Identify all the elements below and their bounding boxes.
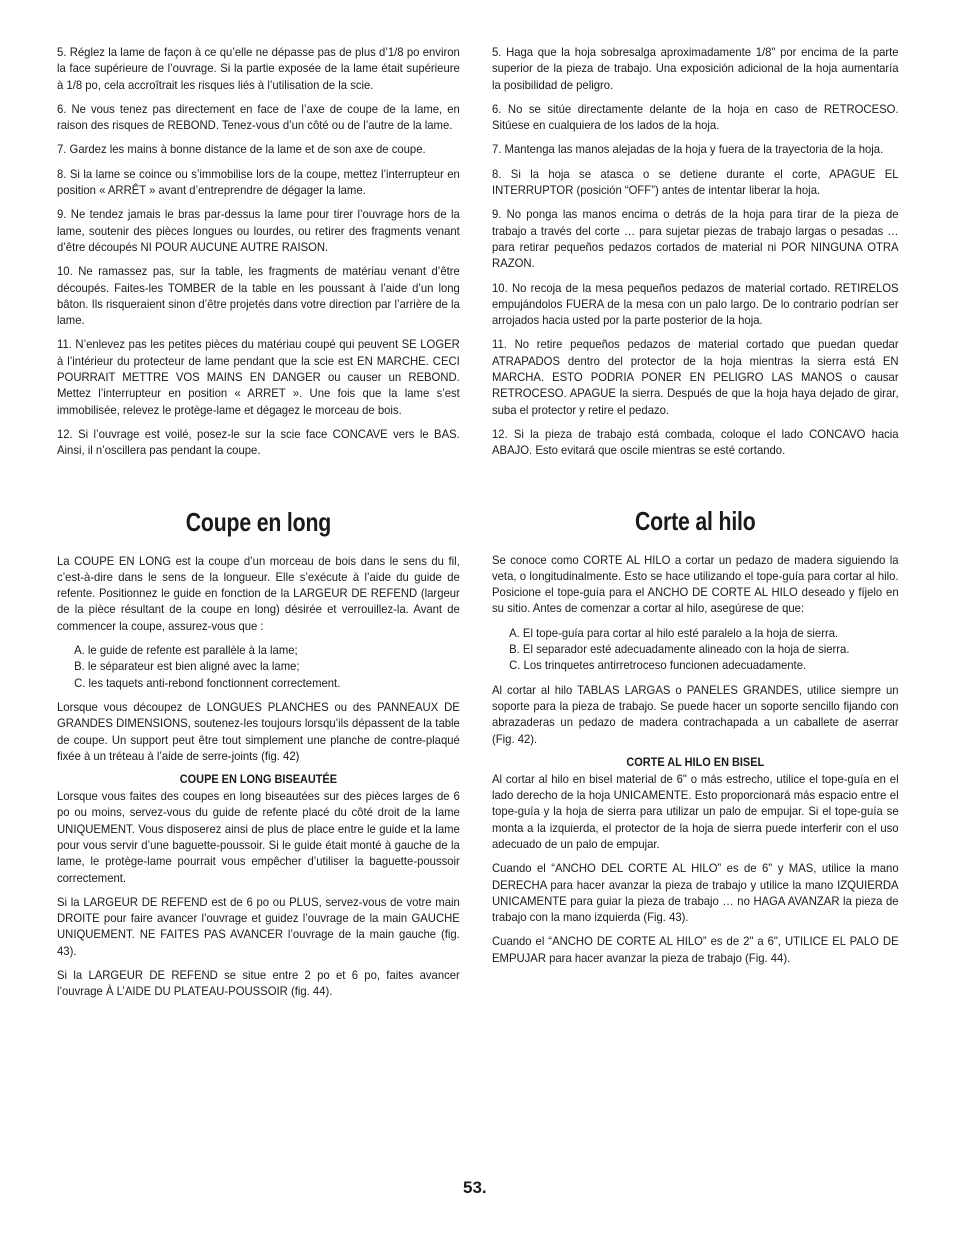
section-heading: Coupe en long xyxy=(185,506,332,537)
checklist-item: C. Los trinquetes antirretroceso funcionen adecuadamente. xyxy=(509,658,807,673)
checklist-item: C. les taquets anti-rebond fonctionnent correctement. xyxy=(74,675,341,690)
checklist xyxy=(492,625,899,674)
checklist xyxy=(57,642,460,691)
wide-rip-paragraph: Si la LARGEUR DE REFEND est de 6 po ou PLUS, servez-vous de votre main DROITE pour faire avancer l’ouvrage et guidez l’ouvrage de la main GAUCHE UNIQUEMENT. NE FAITES PAS AVANCER l’ouvrage de la main gauche (fig. 43). xyxy=(57,894,460,958)
bevel-subheading: CORTE AL HILO EN BISEL xyxy=(626,756,765,769)
narrow-rip-paragraph: Si la LARGEUR DE REFEND se situe entre 2 po et 6 po, faites avancer l’ouvrage À L’AIDE DU PLATEAU-POUSSOIR (fig. 44). xyxy=(57,968,460,999)
narrow-rip-paragraph: Cuando el “ANCHO DE CORTE AL HILO” es de 2" a 6", UTILICE EL PALO DE EMPUJAR para hacer avanzar la pieza de trabajo (Fig. 44). xyxy=(492,934,899,965)
spanish-column xyxy=(492,44,899,974)
checklist-item: A. le guide de refente est parallèle à la lame; xyxy=(74,643,298,658)
safety-item-9: 9. No ponga las manos encima o detrás de la hoja para tirar de la pieza de trabajo a través del corte … para sujetar piezas de trabajo largas o pesadas … para retirar pequeños pedazos cortados de material ni POR NINGUNA OTRA RAZON. xyxy=(492,207,899,271)
section-intro: La COUPE EN LONG est la coupe d’un morceau de bois dans le sens du fil, c’est-à-dire dans le sens de la longueur. Elle s’exécute à l’aide du guide de refente. Positionnez le guide en fonction de la LARGEUR DE REFEND (largeur de la pièce résultant de la coupe en long) désirée et verrouillez-la. Avant de commencer la coupe, assurez-vous que : xyxy=(57,553,460,633)
checklist-item: B. El separador esté adecuadamente alineado con la hoja de sierra. xyxy=(509,642,850,657)
bevel-subheading: COUPE EN LONG BISEAUTÉE xyxy=(179,774,338,787)
safety-item-9: 9. Ne tendez jamais le bras par-dessus la lame pour tirer l’ouvrage hors de la lame, soutenir des pièces longues ou lourdes, ou retirer des fragments venant d’être découpés NI POUR AUCUNE AUTRE RAISON. xyxy=(57,207,460,254)
safety-item-12: 12. Si la pieza de trabajo está combada, coloque el lado CONCAVO hacia ABAJO. Esto evitará que oscile mientras se esté cortando. xyxy=(492,426,899,458)
safety-item-11: 11. No retire pequeños pedazos de material cortado que puedan quedar ATRAPADOS dentro del protector de la hoja mientras la sierra está EN MARCHA. ESTO PODRIA PONER EN PELIGRO LAS MANOS o causar RETROCESO. APAGUE la sierra. Después de que la hoja haya dejado de girar, suba el protector y retire el pedazo. xyxy=(492,337,899,417)
safety-item-8: 8. Si la hoja se atasca o se detiene durante el corte, APAGUE EL INTERRUPTOR (posición “OFF”) antes de intentar liberar la hoja. xyxy=(492,166,899,198)
section-heading: Corte al hilo xyxy=(634,505,756,536)
checklist-item: B. le séparateur est bien aligné avec la lame; xyxy=(74,659,300,674)
safety-item-7: 7. Mantenga las manos alejadas de la hoja y fuera de la trayectoria de la hoja. xyxy=(492,142,884,157)
safety-item-6: 6. No se sitúe directamente delante de la hoja en caso de RETROCESO. Sitúese en cualquiera de los lados de la hoja. xyxy=(492,101,899,133)
page-number: 53. xyxy=(463,1178,487,1197)
safety-item-5: 5. Haga que la hoja sobresalga aproximadamente 1/8" por encima de la parte superior de la pieza de trabajo. Una exposición adicional de la hoja aumentaría la posibilidad de peligro. xyxy=(492,45,899,92)
safety-item-6: 6. Ne vous tenez pas directement en face de l’axe de coupe de la lame, en raison des risques de REBOND. Tenez-vous d’un côté ou de l’autre de la lame. xyxy=(57,101,460,133)
safety-item-10: 10. No recoja de la mesa pequeños pedazos de material cortado. RETIRELOS empujándolos FUERA de la mesa con un palo largo. De lo contrario podrían ser arrojados hacia usted por la parte posterior de la hoja. xyxy=(492,280,899,328)
checklist-item: A. El tope-guía para cortar al hilo esté paralelo a la hoja de sierra. xyxy=(509,625,839,640)
section-intro: Se conoce como CORTE AL HILO a cortar un pedazo de madera siguiendo la veta, o longitudinalmente. Esto se hace utilizando el tope-guía para cortar al hilo. Posicione el tope-guía para el ANCHO DE CORTE AL HILO deseado y fíjelo en su sitio. Antes de comenzar a cortar al hilo, asegúrese de que: xyxy=(492,552,899,616)
safety-item-5: 5. Réglez la lame de façon à ce qu’elle ne dépasse pas de plus d’1/8 po environ la face supérieure de l’ouvrage. Si la partie exposée de la lame était supérieure à 1/8 po, cela accroîtrait les risques liés à l’utilisation de la scie. xyxy=(57,45,460,92)
safety-item-12: 12. Si l’ouvrage est voilé, posez-le sur la scie face CONCAVE vers le BAS. Ainsi, il n’oscillera pas pendant la coupe. xyxy=(57,426,460,458)
wide-rip-paragraph: Cuando el “ANCHO DEL CORTE AL HILO” es de 6" y MAS, utilice la mano DERECHA para hacer avanzar la pieza de trabajo y utilice la mano IZQUIERDA UNICAMENTE para guiar la pieza de trabajo … no HAGA AVANZAR la pieza de trabajo con la mano izquierda (Fig. 43). xyxy=(492,861,899,925)
french-column xyxy=(57,44,460,1008)
bevel-paragraph: Al cortar al hilo en bisel material de 6" o más estrecho, utilice el tope-guía en el lado derecho de la hoja UNICAMENTE. Esto proporcionará más espacio entre el tope-guía y la hoja de sierra para utilizar un palo de empujar. Si el tope-guía se monta a la izquierda, el protector de la hoja de sierra puede interferir con el uso adecuado de un palo de empujar. xyxy=(492,771,899,851)
safety-item-8: 8. Si la lame se coince ou s’immobilise lors de la coupe, mettez l’interrupteur en position « ARRÊT » avant d’entreprendre de dégager la lame. xyxy=(57,166,460,198)
safety-item-11: 11. N’enlevez pas les petites pièces du matériau coupé qui peuvent SE LOGER à l’intérieur du protecteur de lame pendant que la scie est EN MARCHE. CECI POURRAIT METTRE VOS MAINS EN DANGER ou causer un REBOND. Mettez l’interrupteur en position « ARRET ». Une fois que la lame s’est immobilisée, relevez le protège-lame et dégagez le morceau de bois. xyxy=(57,337,460,417)
bevel-paragraph: Lorsque vous faites des coupes en long biseautées sur des pièces larges de 6 po ou moins, servez-vous du guide de refente placé du côté droit de la lame UNIQUEMENT. Vous disposerez ainsi de plus de place entre le guide et la lame pour vous servir d’une baguette-poussoir. Si le guide était monté à gauche de la lame, le protège-lame pourrait vous empêcher d’utiliser la baguette-poussoir correctement. xyxy=(57,789,460,885)
long-boards-paragraph: Al cortar al hilo TABLAS LARGAS o PANELES GRANDES, utilice siempre un soporte para la pieza de trabajo. Se puede hacer un soporte sencillo fijando con abrazaderas un pedazo de madera contrachapada a un caballete de aserrar (Fig. 42). xyxy=(492,682,899,746)
long-boards-paragraph: Lorsque vous découpez de LONGUES PLANCHES ou des PANNEAUX DE GRANDES DIMENSIONS, soutenez-les toujours lorsqu’ils dépassent de la table de coupe. Un support peut être tout simplement une planche de contre-plaqué fixée à un tréteau à l’aide de serre-joints (fig. 42) xyxy=(57,699,460,763)
safety-item-10: 10. Ne ramassez pas, sur la table, les fragments de matériau venant d’être découpés. Faites-les TOMBER de la table en les poussant à l’aide d’un long bâton. Ils risqueraient sinon d’être projetés dans votre direction par l’arrière de la lame. xyxy=(57,264,460,328)
safety-item-7: 7. Gardez les mains à bonne distance de la lame et de son axe de coupe. xyxy=(57,142,426,157)
